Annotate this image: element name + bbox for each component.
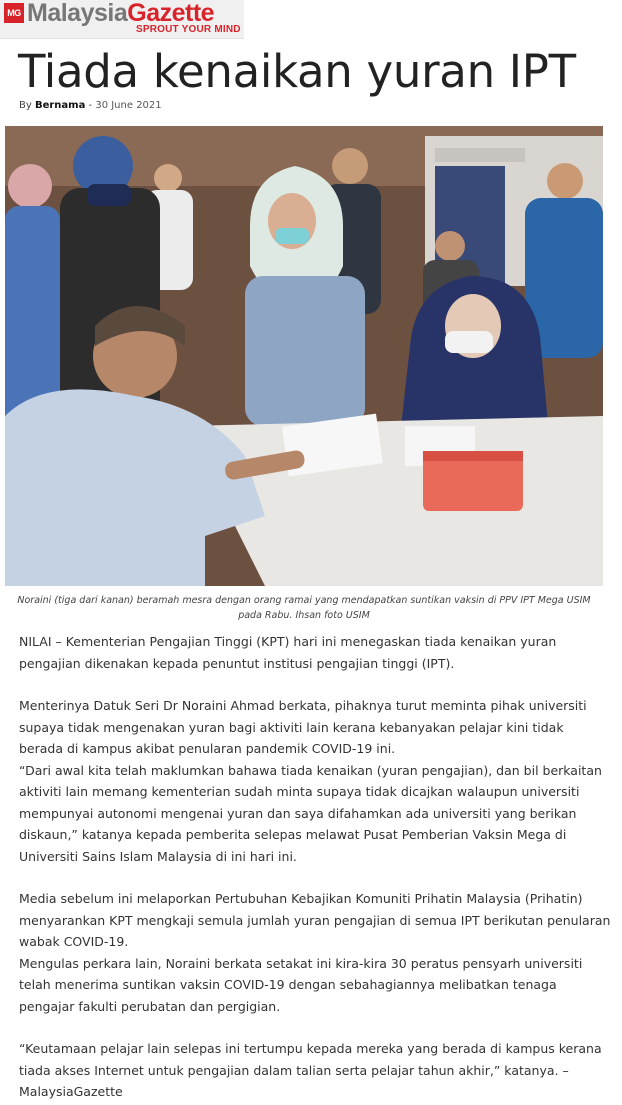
logo-name-part1: Malaysia [27, 0, 128, 27]
article-date: 30 June 2021 [95, 100, 162, 111]
paragraph-3: “Dari awal kita telah maklumkan bahawa tiada kenaikan (yuran pengajian), dan bil berkaitan aktiviti lain memang kementerian sudah minta supaya tidak dicajkan walaupun universiti mempunyai autonomi mengenai yuran dan saya difahamkan ada universiti yang berikan diskaun,” katanya kepada pemberita selepas melawat Pusat Pemberian Vaksin Mega di Universiti Sains Islam Malaysia di ini hari ini. [19, 762, 602, 864]
paragraph-1: NILAI – Kementerian Pengajian Tinggi (KPT) hari ini menegaskan tiada kenaikan yuran pengajian dikenakan kepada penuntut institusi pengajian tinggi (IPT). [19, 634, 557, 671]
article-title: Tiada kenaikan yuran IPT [18, 45, 576, 98]
article-body [19, 631, 611, 1103]
logo-tagline: SPROUT YOUR MIND [136, 24, 241, 35]
article-photo [5, 126, 603, 586]
logo-name-part2: Gazette [127, 0, 215, 27]
byline-prefix: By [19, 100, 32, 111]
byline-separator: - [88, 100, 93, 111]
photo-caption: Noraini (tiga dari kanan) beramah mesra dengan orang ramai yang mendapatkan suntikan vaksin di PPV IPT Mega USIM pada Rabu. Ihsan foto USIM [17, 595, 591, 621]
paragraph-4: Media sebelum ini melaporkan Pertubuhan Kebajikan Komuniti Prihatin Malaysia (Prihatin) menyarankan KPT mengkaji semula jumlah yuran pengajian di semua IPT berikutan penularan wabak COVID-19. [19, 891, 611, 949]
paragraph-2: Menterinya Datuk Seri Dr Noraini Ahmad berkata, pihaknya turut meminta pihak universiti supaya tidak mengenakan yuran bagi aktiviti lain kerana kebanyakan pelajar kini tidak berada di kampus akibat penularan pandemik COVID-19 ini. [19, 698, 587, 756]
logo-mark: MG [4, 3, 24, 23]
article-byline [19, 100, 162, 111]
photo-illustration [5, 126, 603, 586]
site-logo[interactable] [0, 0, 244, 39]
paragraph-5: Mengulas perkara lain, Noraini berkata setakat ini kira-kira 30 peratus pensyarh universiti telah menerima suntikan vaksin COVID-19 dengan sebahagiannya melibatkan tenaga pengajar fakulti perubatan dan pergigian. [19, 955, 583, 1014]
paragraph-6: “Keutamaan pelajar lain selepas ini tertumpu kepada mereka yang berada di kampus kerana tiada akses Internet untuk pengajian dalam talian serta pelajar tahun akhir,” katanya. – MalaysiaGazette [19, 1041, 602, 1099]
author-link[interactable]: Bernama [34, 100, 86, 111]
